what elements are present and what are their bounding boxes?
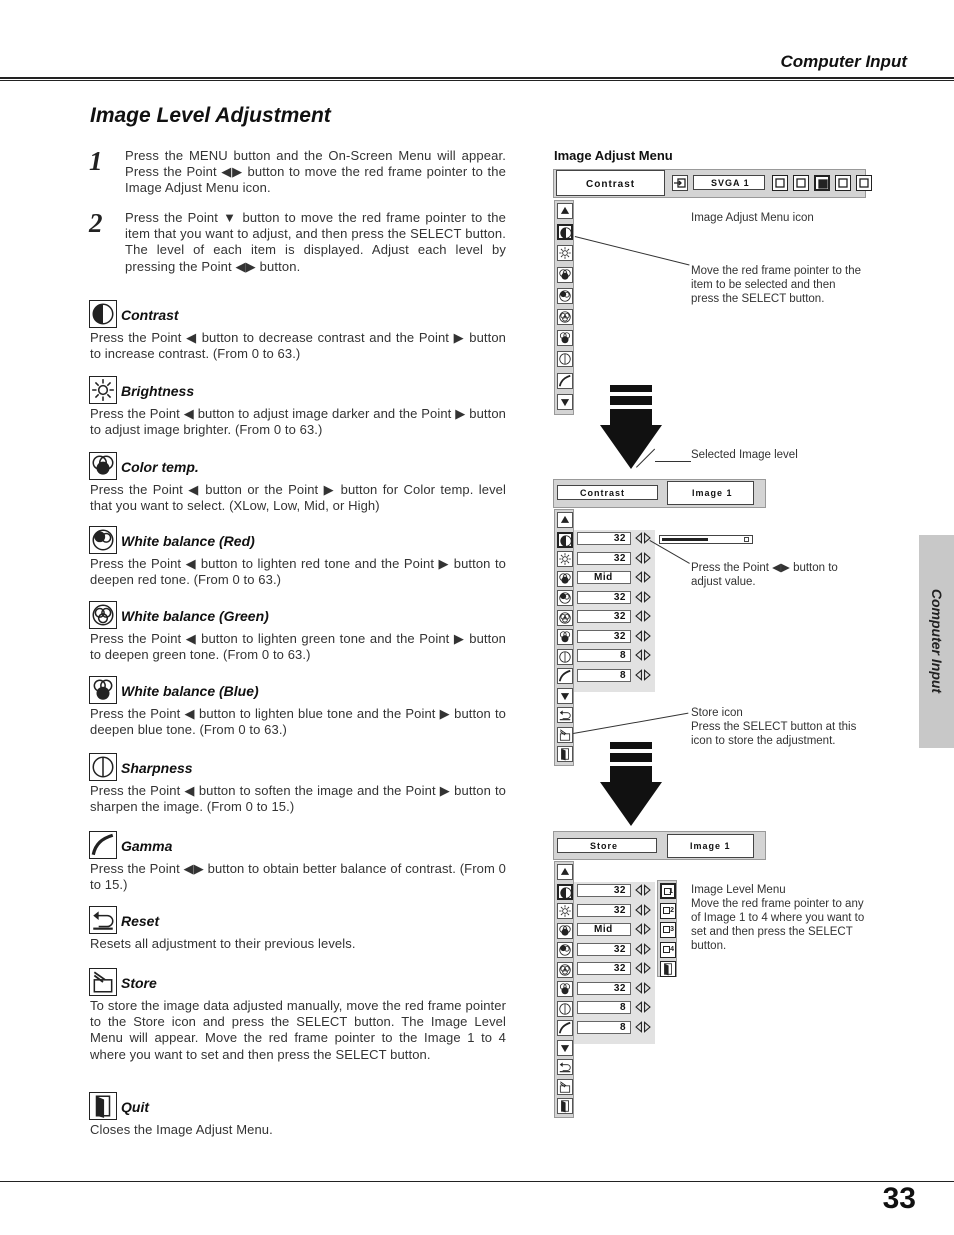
- store-icon: [89, 968, 117, 996]
- level-value: 8: [577, 1021, 631, 1034]
- menu2-image-box: Image 1: [667, 481, 754, 505]
- item-description: Press the Point ◀ button to adjust image darker and the Point ▶ button to adjust image brighter. (From 0 to 63.): [90, 406, 506, 438]
- level-value: 8: [577, 1001, 631, 1014]
- white-balance-blue-icon[interactable]: [557, 629, 573, 645]
- white-balance-red-icon[interactable]: [557, 288, 573, 304]
- level-slider[interactable]: [659, 535, 753, 544]
- contrast-icon[interactable]: [557, 532, 573, 548]
- image-adjust-icon[interactable]: [814, 175, 830, 191]
- level-value: 32: [577, 982, 631, 995]
- step-text-1: Press the MENU button and the On-Screen Menu will appear. Press the Point ◀▶ button to move the red frame pointer to the Image Adjust Menu icon.: [125, 148, 506, 196]
- sharpness-icon[interactable]: [557, 351, 573, 367]
- left-right-arrow-icon[interactable]: [634, 648, 652, 662]
- color-temp-icon: [89, 452, 117, 480]
- item-description: Press the Point ◀ button to lighten green tone and the Point ▶ button to deepen green tone. (From 0 to 63.): [90, 631, 506, 663]
- item-description: Press the Point ◀ button or the Point ▶ button for Color temp. level that you want to select. (XLow, Low, Mid, or High): [90, 482, 506, 514]
- note-store-text: Press the SELECT button at this icon to store the adjustment.: [691, 721, 857, 747]
- image-slot-icon: [663, 946, 670, 953]
- down-arrow-icon: [600, 385, 662, 470]
- note-selected-level: Selected Image level: [691, 449, 798, 461]
- reset-icon[interactable]: [557, 707, 573, 723]
- level-value: 32: [577, 962, 631, 975]
- image-slot-icon: [664, 888, 671, 895]
- left-right-arrow-icon[interactable]: [634, 551, 652, 565]
- white-balance-red-icon[interactable]: [557, 942, 573, 958]
- white-balance-red-icon[interactable]: [557, 590, 573, 606]
- image-slot-label: 1: [669, 888, 673, 895]
- note-move-pointer: Move the red frame pointer to the item to be selected and then press the SELECT button.: [691, 265, 862, 305]
- screen-icon[interactable]: [835, 175, 851, 191]
- step-number-1: 1: [89, 146, 103, 176]
- item-description: Closes the Image Adjust Menu.: [90, 1122, 273, 1137]
- level-value: Mid: [577, 571, 631, 584]
- color-temp-icon[interactable]: [557, 267, 573, 283]
- item-title: Quit: [121, 1099, 149, 1115]
- left-right-arrow-icon[interactable]: [634, 883, 652, 897]
- level-value: 32: [577, 943, 631, 956]
- reset-icon[interactable]: [557, 1059, 573, 1075]
- left-right-arrow-icon[interactable]: [634, 629, 652, 643]
- item-title: Gamma: [121, 838, 173, 854]
- level-value: 32: [577, 610, 631, 623]
- left-right-arrow-icon[interactable]: [634, 903, 652, 917]
- white-balance-red-icon: [89, 526, 117, 554]
- item-title: Sharpness: [121, 760, 193, 776]
- input-icon: [672, 175, 688, 191]
- speaker-icon[interactable]: [856, 175, 872, 191]
- gamma-icon[interactable]: [557, 373, 573, 389]
- down-icon[interactable]: [557, 688, 573, 704]
- image-slot-3[interactable]: [660, 922, 676, 938]
- brightness-icon[interactable]: [557, 245, 573, 261]
- item-title: White balance (Red): [121, 533, 255, 549]
- image-slot-label: 2: [670, 906, 674, 914]
- level-value: 32: [577, 532, 631, 545]
- white-balance-green-icon: [89, 601, 117, 629]
- item-description: Press the Point ◀▶ button to obtain better balance of contrast. (From 0 to 15.): [90, 861, 506, 893]
- image-slot-icon: [663, 926, 670, 933]
- side-tab-label: Computer Input: [929, 588, 945, 694]
- up-icon[interactable]: [557, 512, 573, 528]
- bottom-rule: [0, 1181, 954, 1182]
- level-slider-fill: [662, 538, 708, 541]
- menu2-icon-column: [554, 509, 574, 766]
- menu2-item-box: Contrast: [557, 485, 658, 500]
- color-temp-icon[interactable]: [557, 571, 573, 587]
- step-number-2: 2: [89, 208, 103, 238]
- image-slot-label: 3: [670, 926, 674, 933]
- leader-line: [575, 236, 690, 266]
- white-balance-blue-icon[interactable]: [557, 981, 573, 997]
- white-balance-green-icon[interactable]: [557, 610, 573, 626]
- menu3-icon-column: [554, 861, 574, 1118]
- gamma-icon: [89, 831, 117, 859]
- step-text-2: Press the Point ▼ button to move the red frame pointer to the item that you want to adjust, and then press the SELECT button. The level of each item is displayed. Adjust each level by pressing the Point ◀▶ button.: [125, 210, 506, 274]
- note-adjust-value: Press the Point ◀▶ button to adjust value.: [691, 562, 838, 588]
- level-value: 32: [577, 904, 631, 917]
- item-description: Press the Point ◀ button to decrease contrast and the Point ▶ button to increase contrast. (From 0 to 63.): [90, 330, 506, 362]
- down-icon[interactable]: [557, 1040, 573, 1056]
- side-tab: [919, 535, 954, 748]
- quit-icon[interactable]: [557, 1098, 573, 1114]
- sharpness-icon[interactable]: [557, 1001, 573, 1017]
- left-right-arrow-icon[interactable]: [634, 981, 652, 995]
- item-title: Contrast: [121, 307, 179, 323]
- image-slot-icon: [663, 907, 670, 914]
- item-description: To store the image data adjusted manually, move the red frame pointer to the Store icon and press the SELECT button. The Image Level Menu will appear. Move the red frame pointer to the Image 1 to 4 where you want to set and then press the SELECT button.: [90, 998, 506, 1062]
- contrast-icon[interactable]: [557, 884, 573, 900]
- note-menu-icon: Image Adjust Menu icon: [691, 212, 814, 224]
- quit-icon[interactable]: [660, 961, 676, 977]
- color-temp-icon[interactable]: [557, 923, 573, 939]
- white-balance-green-icon[interactable]: [557, 309, 573, 325]
- down-icon[interactable]: [557, 394, 573, 410]
- menu3-item-box: Store: [557, 838, 657, 853]
- page-title: Image Level Adjustment: [90, 104, 331, 127]
- left-right-arrow-icon[interactable]: [634, 590, 652, 604]
- left-right-arrow-icon[interactable]: [634, 922, 652, 936]
- item-description: Press the Point ◀ button to soften the image and the Point ▶ button to sharpen the image. (From 0 to 15.): [90, 783, 506, 815]
- leader-line: [655, 461, 691, 462]
- contrast-icon: [89, 300, 117, 328]
- down-arrow-icon: [600, 742, 662, 827]
- item-title: Reset: [121, 913, 160, 929]
- up-icon[interactable]: [557, 203, 573, 219]
- note-level-menu: Image Level Menu: [691, 884, 786, 896]
- contrast-icon[interactable]: [557, 224, 573, 240]
- menu3-image-box: Image 1: [667, 834, 754, 858]
- brightness-icon[interactable]: [557, 903, 573, 919]
- sharpness-icon[interactable]: [557, 649, 573, 665]
- left-right-arrow-icon[interactable]: [634, 1000, 652, 1014]
- image-slot-label: 4: [670, 945, 674, 953]
- menu1-icon-column: [554, 200, 574, 415]
- level-value: 8: [577, 669, 631, 682]
- page-number: 33: [882, 1182, 916, 1215]
- note-store-icon: Store icon: [691, 707, 743, 719]
- image-slot-2[interactable]: [660, 903, 676, 919]
- leader-line: [573, 713, 688, 734]
- level-value: Mid: [577, 923, 631, 936]
- brightness-icon: [89, 376, 117, 404]
- store-icon[interactable]: [557, 1079, 573, 1095]
- item-title: Brightness: [121, 383, 195, 399]
- brightness-icon[interactable]: [557, 551, 573, 567]
- level-value: 8: [577, 649, 631, 662]
- white-balance-green-icon[interactable]: [557, 962, 573, 978]
- quit-icon: [89, 1092, 117, 1120]
- note-level-text: Move the red frame pointer to any of Image 1 to 4 where you want to set and then press the SELECT button.: [691, 898, 865, 952]
- top-rule-thin: [0, 80, 954, 81]
- item-title: White balance (Blue): [121, 683, 259, 699]
- gamma-icon[interactable]: [557, 668, 573, 684]
- menu1-source-box: SVGA 1: [693, 175, 765, 190]
- white-balance-blue-icon[interactable]: [557, 330, 573, 346]
- left-right-arrow-icon[interactable]: [634, 609, 652, 623]
- left-right-arrow-icon[interactable]: [634, 570, 652, 584]
- left-right-arrow-icon[interactable]: [634, 531, 652, 545]
- item-title: White balance (Green): [121, 608, 269, 624]
- left-right-arrow-icon[interactable]: [634, 1020, 652, 1034]
- window-icon[interactable]: [793, 175, 809, 191]
- store-icon[interactable]: [557, 727, 573, 743]
- menu1-item-box: Contrast: [556, 170, 665, 196]
- item-description: Press the Point ◀ button to lighten blue tone and the Point ▶ button to deepen blue tone. (From 0 to 63.): [90, 706, 506, 738]
- top-rule: [0, 77, 954, 79]
- reset-icon: [89, 906, 117, 934]
- sharpness-icon: [89, 753, 117, 781]
- quit-icon[interactable]: [557, 746, 573, 762]
- level-value: 32: [577, 552, 631, 565]
- item-title: Store: [121, 975, 157, 991]
- left-right-arrow-icon[interactable]: [634, 668, 652, 682]
- image-slot-1[interactable]: [660, 883, 676, 899]
- white-balance-blue-icon: [89, 676, 117, 704]
- section-header: Computer Input: [780, 52, 907, 71]
- left-right-arrow-icon[interactable]: [634, 942, 652, 956]
- level-value: 32: [577, 591, 631, 604]
- item-description: Press the Point ◀ button to lighten red tone and the Point ▶ button to deepen red tone. (From 0 to 63.): [90, 556, 506, 588]
- left-right-arrow-icon[interactable]: [634, 961, 652, 975]
- image-slot-column: [657, 880, 677, 977]
- figure-label: Image Adjust Menu: [554, 148, 673, 163]
- image-slot-4[interactable]: [660, 942, 676, 958]
- level-value: 32: [577, 884, 631, 897]
- up-icon[interactable]: [557, 864, 573, 880]
- level-value: 32: [577, 630, 631, 643]
- item-title: Color temp.: [121, 459, 199, 475]
- picture-icon[interactable]: [772, 175, 788, 191]
- item-description: Resets all adjustment to their previous levels.: [90, 936, 356, 951]
- gamma-icon[interactable]: [557, 1020, 573, 1036]
- level-slider-handle[interactable]: [744, 537, 749, 542]
